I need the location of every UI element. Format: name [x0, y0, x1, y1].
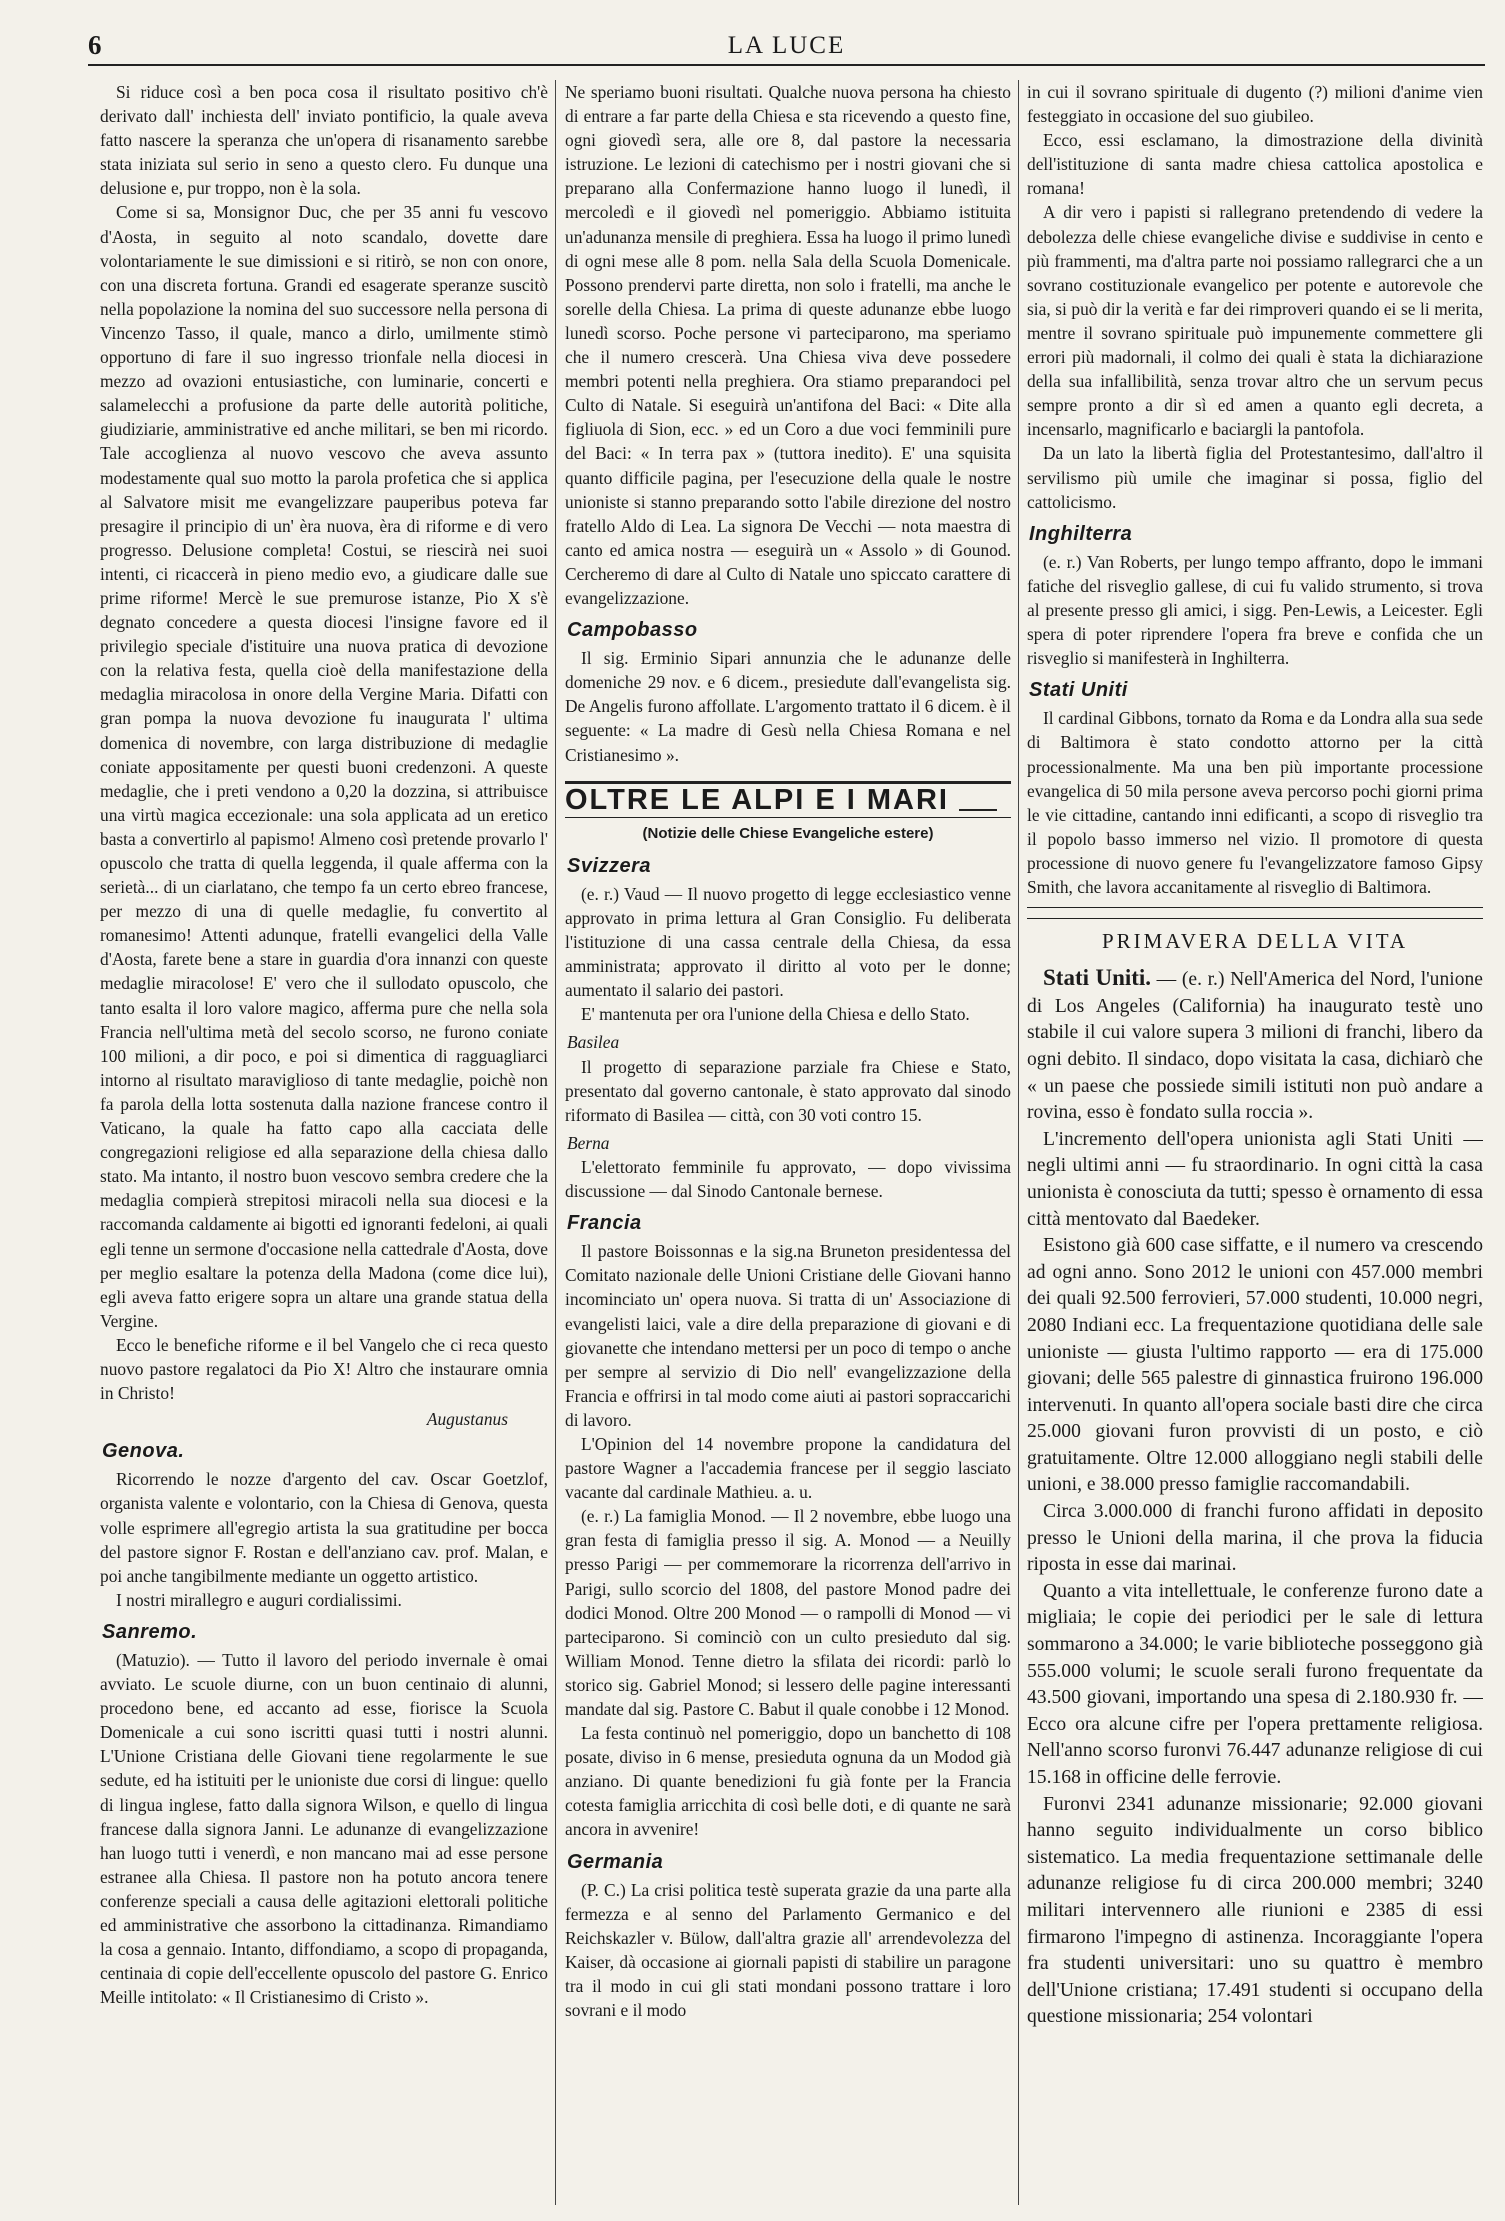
article-paragraph: in cui il sovrano spirituale di dugento (?) milioni d'anime vien festeggiato in occasione del suo giubileo. [1027, 82, 1483, 127]
column-2 [565, 80, 1011, 2205]
section-heading-stati-uniti: Stati Uniti [1029, 679, 1128, 702]
column-rule [555, 80, 556, 2205]
newspaper-name: LA LUCE [727, 32, 846, 59]
article-paragraph: Come si sa, Monsignor Duc, che per 35 anni fu vescovo d'Aosta, in seguito al noto scandalo, dovette dare volontariamente le sue dimissioni e si ritirò, se non con onore, con una discreta fortuna. Grandi ed esagerate speranze suscitò nella popolazione la nomina del suo successore nella persona di Vincenzo Tasso, il quale, manco a dirlo, umilmente stimò opportuno di fare il suo ingresso trionfale nella diocesi in mezzo ad ovazioni entusiastiche, con luminarie, concerti e salamelecchi a profusione da parte delle autorità politiche, giudiziarie, amministrative ed anche militari, se ben mi ricordo. Tale accoglienza al nuovo vescovo che aveva assunto modestamente qual suo motto la parola profetica che si applica al Salvatore misit me evangelizzare pauperibus poteva far presagire il principio di un' èra nuova, èra di riforme e di vero progresso. Delusione completa! Costui, se riescirà nei suoi intenti, ci ricaccerà in pieno medio evo, a giudicare dalle sue prime riforme! Mercè le sue premurose istanze, Pio X s'è degnato concedere a questa diocesi l'insigne favore ed il privilegio speciale d'istituire una nuova pratica di devozione con la relativa festa, quella cioè della manifestazione della medaglia miracolosa in onore della Vergine Maria. Difatti con gran pompa la nuova devozione fu inaugurata l' ultima domenica di novembre, con larga distribuzione di medaglie coniate appositamente per questi buoni credenzoni. A queste medaglie, che i preti vendono a 0,20 la dozzina, si attribuisce una virtù magica eccezionale: una sola applicata ad un eretico basta a convertirlo al papismo! Almeno così pretende provarlo l' opuscolo che tratta di quella leggenda, il quale afferma con la serietà... di un ciarlatano, che tempo fa un certo ebreo francese, per mezzo di una di quelle medaglie, fu convertito al romanesimo! Attenti adunque, fratelli evangelici della Valle d'Aosta, farete bene a stare in guardia d'ora innanzi con queste medaglie miracolose! E' vero che il sullodato opuscolo, che tanto esalta il loro valore magico, afferma pure che nella sola Francia nell'ultima metà del secolo scorso, ne furono coniate 100 milioni, a dir poco, e poi si dimentica di ragguagliarci intorno al risultato maraviglioso di tante medaglie, poichè non fa parola della lotta sostenuta dalla nazione francese contro il Vaticano, la quale ha fatto capo alla cacciata delle congregazioni religiose ed alla separazione della chiesa dallo stato. Ma intanto, il nostro buon vescovo sembra credere che la medaglia compierà strepitosi miracoli nella sua diocesi e la raccomanda caldamente ai bigotti ed ignoranti fedeloni, ai quali egli tenne un sermone d'occasione nella cattedrale d'Aosta, dove per meglio esaltare la potenza della Madona (come dice lui), egli aveva fatto erigere sopra un altare una grande statua della Vergine. [100, 202, 548, 1331]
article-paragraph: L'Opinion del 14 novembre propone la candidatura del pastore Wagner a l'accademia francese per il seggio lasciato vacante dal cardinale Mathieu. a. u. [565, 1433, 1011, 1503]
article-paragraph: I nostri mirallegro e auguri cordialissimi. [116, 1589, 402, 1610]
article-paragraph: Da un lato la libertà figlia del Protestantesimo, dall'altro il servilismo più umile che imaginar si possa, figlio del cattolicismo. [1027, 443, 1483, 512]
section-heading-germania: Germania [567, 1850, 664, 1873]
ornament-icon [959, 799, 997, 811]
subheading-basilea: Basilea [567, 1032, 620, 1053]
lead-heading: Stati Uniti. [1043, 965, 1152, 991]
section-heading-inghilterra: Inghilterra [1029, 522, 1133, 545]
section-heading-sanremo: Sanremo. [102, 1620, 198, 1643]
column-rule [1018, 80, 1019, 2205]
banner-title: OLTRE LE ALPI E I MARI [565, 783, 949, 816]
article-paragraph: (e. r.) La famiglia Monod. — Il 2 novembre, ebbe luogo una gran festa di famiglia presso il sig. A. Monod — a Neuilly presso Parigi — per commemorare la ricorrenza dell'arrivo in Parigi, sullo scorcio del 1808, del pastore Monod padre dei dodici Monod. Oltre 200 Monod — o rampolli di Monod — vi parteciparono. Si cominciò con un culto presieduto dal sig. William Monod. Tenne dietro la sfilata dei ricordi: parlò lo storico sig. Gabriel Monod; si lessero delle pagine interessanti mandate dal sig. Pastore C. Babut il quale conobbe i 12 Monod. [565, 1506, 1011, 1719]
article-paragraph: La festa continuò nel pomeriggio, dopo un banchetto di 108 posate, diviso in 6 mense, presieduta ognuna da un Modod già anziano. Di quante benedizioni fu già fonte per la Francia cotesta famiglia arricchita di così belle doti, e di quante ne sarà ancora in avvenire! [565, 1723, 1011, 1840]
section-heading-francia: Francia [567, 1212, 642, 1235]
section-heading-svizzera: Svizzera [567, 854, 652, 877]
article-paragraph: (e. r.) Van Roberts, per lungo tempo affranto, dopo le immani fatiche del risveglio gallese, di cui fu valido strumento, si trova al presente presso gli amici, i sigg. Pen-Lewis, a Leicester. Egli spera di poter riprendere l'opera fra breve e confida che un risveglio si manifesterà in Inghilterra. [1027, 551, 1483, 669]
article-paragraph: Il sig. Erminio Sipari annunzia che le adunanze delle domeniche 29 nov. e 6 dicem., presiedute dall'evangelista sig. De Angelis furono affollate. L'argomento trattato il 6 dicem. è il seguente: « La madre di Gesù nella Chiesa Romana e nel Cristianesimo ». [565, 648, 1011, 765]
page-header [88, 30, 1485, 66]
subheading-berna: Berna [567, 1132, 610, 1153]
article-paragraph: (Matuzio). — Tutto il lavoro del periodo invernale è omai avviato. Le scuole diurne, con un buon centinaio di alunni, procedono bene, ed accanto ad esse, fiorisce la Scuola Domenicale a cui sono iscritti quasi tutti i nostri alunni. L'Unione Cristiana delle Giovani tiene regolarmente le sue sedute, ed ha istituiti per le unioniste due corsi di lingue: quello di lingua inglese, fatto dalla signora Wilson, e quello di lingua francese dalla signora Janni. Le adunanze di evangelizzazione han luogo tutti i venerdì, e non mancano mai ad esse persone estranee alla Chiesa. Il pastore non ha potuto ancora tenere conferenze speciali a causa delle agitazioni elettorali politiche ed amministrative che assorbono la cittadinanza. Rimandiamo la cosa a gennaio. Intanto, diffondiamo, a scopo di propaganda, centinaia di copie dell'eccellente opuscolo del pastore G. Enrico Meille intitolato: « Il Cristianesimo di Cristo ». [100, 1650, 548, 2008]
article-paragraph: Ne speriamo buoni risultati. Qualche nuova persona ha chiesto di entrare a far parte della Chiesa e sta ricevendo a questo fine, ogni giovedì sera, alle ore 8, dal pastore la necessaria istruzione. Le lezioni di catechismo per i nostri giovani che si preparano alla Confermazione hanno luogo il lunedì, il mercoledì e il giovedì nel pomeriggio. Abbiamo istituita un'adunanza mensile di preghiera. Essa ha luogo il primo lunedì di ogni mese alle 8 pom. nella Sala della Scuola Domenicale. Possono prendervi parte diretta, non solo i fratelli, ma anche le sorelle della Chiesa. La prima di queste adunanze ebbe luogo lunedì scorso. Poche persone vi parteciparono, ma speriamo che il numero crescerà. Una Chiesa viva deve possedere membri potenti nella preghiera. Ora stiamo preparandoci pel Culto di Natale. Si eseguirà un'antifona del Baci: « Dite alla figliuola di Sion, ecc. » ed un Coro a due voci femminili pure del Baci: « In terra pax » (tuttora inedito). E' una squisita quanto difficile pagina, per l'esecuzione della quale le nostre unioniste si stanno preparando sotto l'abile direzione del nostro fratello Aldo di Lea. La signora De Vecchi — nota maestra di canto ed amica nostra — eseguirà un « Assolo » di Gounod. Cercheremo di dare al Culto di Natale uno spiccato carattere di evangelizzazione. [565, 82, 1011, 608]
section-title: PRIMAVERA DELLA VITA [1101, 929, 1409, 954]
decorative-divider [1027, 907, 1483, 919]
article-paragraph: Ecco le benefiche riforme e il bel Vangelo che ci reca questo nuovo pastore regalatoci da Pio X! Altro che instaurare omnia in Christo! [100, 1334, 548, 1404]
article-paragraph: (e. r.) Vaud — Il nuovo progetto di legge ecclesiastico venne approvato in prima lettura al Gran Consiglio. Fu deliberata l'istituzione di una cassa centrale della Chiesa, da essa amministrata; approvato il diritto al voto per le donne; aumentato il salario dei pastori. [565, 883, 1011, 1001]
article-paragraph: E' mantenuta per ora l'unione della Chiesa e dello Stato. [581, 1004, 970, 1025]
article-paragraph: Furonvi 2341 adunanze missionarie; 92.000 giovani hanno seguito individualmente un corso biblico sistematico. La media frequentazione settimanale delle adunanze religiose fu di circa 200.000 membri; 3240 militari intervennero alle riunioni e 2385 di essi firmarono l'impegno di astinenza. Incoraggiante l'opera fra studenti universitari: uno su quattro è membro dell'Unione cristiana; 17.491 studenti si occupano della questione missionaria; 254 volontari [1027, 1793, 1483, 2028]
article-paragraph: Circa 3.000.000 di franchi furono affidati in deposito presso le Unioni della marina, il che prova la fiducia riposta in esse dai marinai. [1027, 1501, 1483, 1576]
article-paragraph: Esistono già 600 case siffatte, e il numero va crescendo ad ogni anno. Sono 2012 le unioni con 457.000 membri dei quali 92.500 ferrovieri, 57.000 studenti, 10.000 negri, 2080 Indiani ecc. La frequentazione quotidiana delle sale unioniste — giusta l'ultimo rapporto — era di 175.000 giovani; delle 565 palestre di ginnastica fruirono 196.000 intervenuti. In quanto all'opera sociale basti dire che circa 25.000 giovani furon provvisti di un posto, e ciò gratuitamente. Oltre 12.000 alloggiano negli stabili delle unioni, e 38.000 presso famiglie raccomandabili. [1027, 1235, 1483, 1496]
banner-subtitle: (Notizie delle Chiese Evangeliche estere) [642, 824, 934, 842]
article-signature: Augustanus [426, 1409, 508, 1430]
article-paragraph: Ecco, essi esclamano, la dimostrazione della divinità dell'istituzione di santa madre chiesa cattolica apostolica e romana! [1027, 130, 1483, 199]
article-paragraph: Ricorrendo le nozze d'argento del cav. Oscar Goetzlof, organista valente e volontario, con la Chiesa di Genova, questa volle esprimere all'egregio artista la sua gratitudine per bocca del pastore signor F. Rostan e dell'anziano cav. prof. Malan, e poi anche tangibilmente mediante un oggetto artistico. [100, 1469, 548, 1586]
article-paragraph: — (e. r.) Nell'America del Nord, l'unione di Los Angeles (California) ha inaugurato testè uno stabile il cui valore supera 3 milioni di franchi, libero da ogni debito. Il sindaco, dopo visitata la casa, dichiarò che « un paese che possiede simili istituti non può andare a rovina, esso è fondato sulla roccia ». [1027, 969, 1483, 1124]
article-paragraph: Il cardinal Gibbons, tornato da Roma e da Londra alla sua sede di Baltimora è stato condotto attorno per la città processionalmente. Ma una ben più importante processione evangelica di 50 mila persone aveva percorso pochi giorni prima le vie cittadine, cantando inni edificanti, a scopo di risveglio tra il popolo basso immerso nel vizio. Il promotore di questa processione di nuovo genere fu l'evangelizzatore famoso Gipsy Smith, che lavora accanitamente al risveglio di Baltimora. [1027, 708, 1483, 897]
column-3 [1027, 80, 1483, 2205]
section-heading-campobasso: Campobasso [567, 619, 698, 642]
feature-article [1027, 965, 1483, 2031]
article-paragraph: Il progetto di separazione parziale fra Chiese e Stato, presentato dal governo cantonale, è stato approvato dal sinodo riformato di Basilea — città, con 30 voti contro 15. [565, 1056, 1011, 1125]
section-heading-genova: Genova. [102, 1440, 185, 1463]
article-paragraph: L'incremento dell'opera unionista agli Stati Uniti — negli ultimi anni — fu straordinario. In ogni città la casa unionista è conosciuta da tutti; spesso è ornamento di essa città mentovato dal Baedeker. [1027, 1128, 1483, 1230]
page-number: 6 [88, 30, 102, 60]
article-paragraph: L'elettorato femminile fu approvato, — dopo vivissima discussione — dal Sinodo Cantonale bernese. [565, 1156, 1011, 1202]
article-paragraph: Quanto a vita intellettuale, le conferenze furono date a migliaia; le copie dei periodici per le sale di lettura sommarono a 34.000; le varie biblioteche posseggono già 555.000 volumi; le scuole serali furono frequentate da 43.500 giovani, importando una spesa di 2.180.930 fr. — Ecco ora alcune cifre per l'opera prettamente religiosa. Nell'anno scorso furonvi 76.447 adunanze religiose di cui 15.168 in officine delle ferrovie. [1027, 1580, 1483, 1788]
article-paragraph: Il pastore Boissonnas e la sig.na Bruneton presidentessa del Comitato nazionale delle Unioni Cristiane delle Giovani hanno incominciato un' opera nuova. Si tratta di un' Associazione di evangelisti laici, vale a dire della preparazione di giovani e di giovanette che intendano mettersi per un poco di tempo o anche per sempre al servizio di Dio nell' evangelizzazione della Francia e offrirsi in tal modo come aiuti ai pastori sopraccarichi di lavoro. [565, 1241, 1011, 1430]
article-paragraph: (P. C.) La crisi politica testè superata grazie da una parte alla fermezza e al senno del Parlamento Germanico e del Reichskazler v. Bülow, dall'altra grazie all' arrendevolezza del Kaiser, dà occasione ai giornali papisti di stabilire un paragone tra il modo in cui gli stati mondani possono trattare i loro sovrani e il modo [565, 1879, 1011, 2021]
section-banner [565, 781, 1011, 818]
article-paragraph: A dir vero i papisti si rallegrano pretendendo di vedere la debolezza delle chiese evangeliche divise e suddivise in cento e più frammenti, ma d'altra parte noi possiamo rallegrarci che a un sovrano costituzionale evangelico per potente e autorevole che sia, si può dir la verità e far dei rimproveri quando ei se li merita, mentre il sovrano spirituale può impunemente commettere gli errori più madornali, il colmo dei quali è stata la dichiarazione della sua infallibilità, senza trovar altro che un servum pecus sempre pronto a dir sì ed amen a quanto egli decreta, a incensarlo, magnificarlo e baciargli la pantofola. [1027, 202, 1483, 440]
article-paragraph: Si riduce così a ben poca cosa il risultato positivo ch'è derivato dall' inchiesta dell' inviato pontificio, la quale aveva fatto nascere la speranza che un'opera di risanamento sarebbe stata iniziata sul serio in seno a questo clero. Fu dunque una delusione e, pur troppo, non è la sola. [100, 82, 548, 199]
column-1 [100, 80, 548, 2205]
